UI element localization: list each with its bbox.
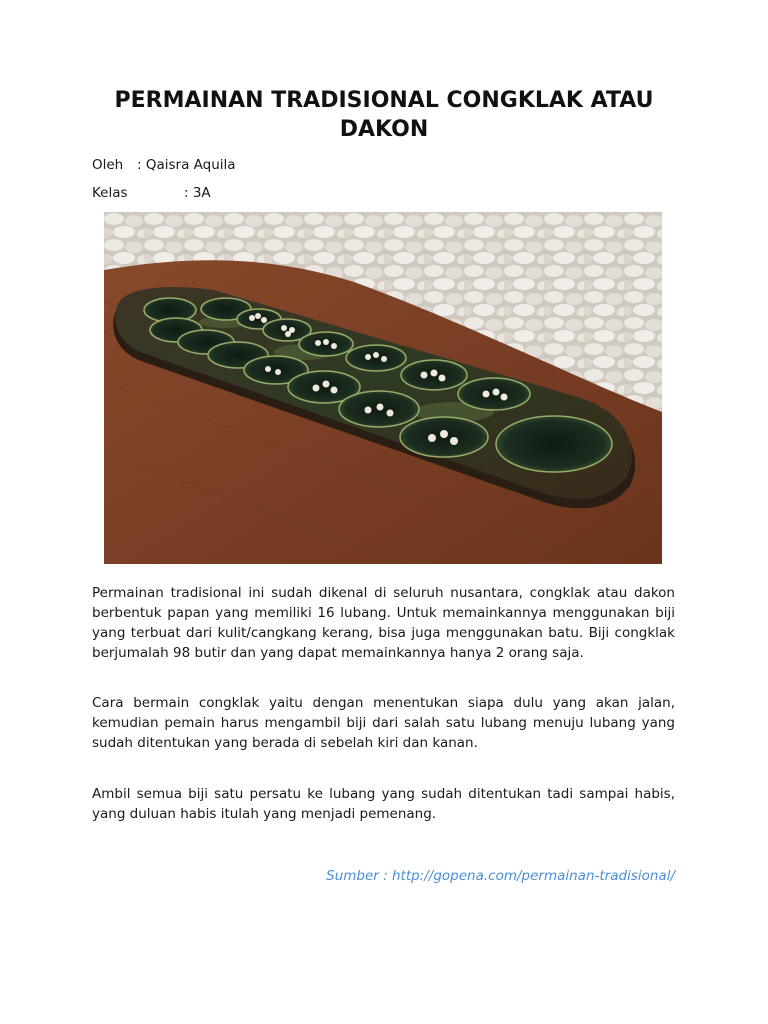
paragraph-how-to-play: Cara bermain congklak yaitu dengan menentukan siapa dulu yang akan jalan, kemudian pemain harus mengambil biji dari salah satu lubang menuju lubang yang sudah ditentukan yang berada di sebelah kiri dan kanan. bbox=[92, 695, 675, 751]
class-value: : 3A bbox=[184, 185, 211, 201]
page-title: PERMAINAN TRADISIONAL CONGKLAK ATAU DAKON bbox=[114, 88, 654, 142]
congklak-photo bbox=[104, 212, 662, 564]
author-line bbox=[92, 156, 236, 174]
author-name: : Qaisra Aquila bbox=[137, 157, 236, 173]
author-label: Oleh bbox=[92, 157, 124, 173]
class-line bbox=[92, 184, 211, 202]
source-prefix: Sumber : bbox=[326, 868, 392, 884]
paragraph-intro: Permainan tradisional ini sudah dikenal di seluruh nusantara, congklak atau dakon berbentuk papan yang memiliki 16 lubang. Untuk memainkannya menggunakan biji yang terbuat dari kulit/cangkang kerang, bisa juga menggunakan batu. Biji congklak berjumalah 98 butir dan yang dapat memainkannya hanya 2 orang saja. bbox=[92, 585, 675, 661]
paragraph-winning: Ambil semua biji satu persatu ke lubang yang sudah ditentukan tadi sampai habis, yang duluan habis itulah yang menjadi pemenang. bbox=[92, 786, 675, 822]
source-line bbox=[92, 866, 675, 886]
class-label: Kelas bbox=[92, 185, 128, 201]
source-link[interactable]: http://gopena.com/permainan-tradisional/ bbox=[391, 868, 675, 884]
